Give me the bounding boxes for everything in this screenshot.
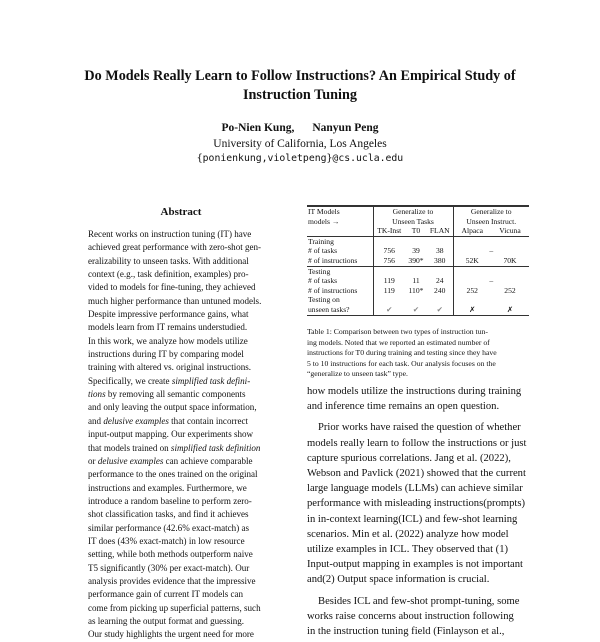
abstract-line: as learning the output format and guessing. [88,615,245,626]
abstract-line: Our study highlights the urgent need for more [88,629,254,640]
author-1: Po-Nien Kung, [221,122,295,134]
body-line: Besides ICL and few-shot prompt-tuning, some [318,595,520,607]
affiliation: University of California, Los Angeles [213,138,387,150]
abstract-line: or delusive examples can achieve comparable [88,455,253,466]
abstract-line: performance to the ones trained on the original [88,469,258,480]
abstract-line: Recent works on instruction tuning (IT) have [88,229,252,239]
body-line: in in-context learning(ICL) and few-shot learning [307,513,518,525]
col-t0: T0 [405,226,427,236]
body-line: capture spurious correlations. Jang et al. (2022), [307,452,511,464]
author-2: Nanyun Peng [312,122,379,134]
col-vicuna: Vicuna [491,226,529,236]
caption-line: instructions for T0 during training and testing since they have [307,348,497,357]
author-list [40,121,560,135]
body-line: large language models (LLMs) can achieve similar [307,483,523,495]
col-tkinst: TK-Inst [373,226,405,236]
author-email[interactable]: {ponienkung,violetpeng}@cs.ucla.edu [196,153,404,164]
abstract-line: context (e.g., task definition, examples) pro- [88,269,249,280]
abstract-line: shot classification tasks, and find it achieves [88,509,249,520]
models-label: IT Models [307,206,373,217]
paragraph-3 [307,594,532,640]
body-line: utilize examples in ICL. They observed that (1) [307,544,509,556]
body-line: works raise concerns about instruction following [307,610,514,622]
table-row: Testing on [307,295,529,305]
group2-header: Generalize to [453,206,529,217]
body-right-column [307,384,532,639]
caption-line: Table 1: Comparison between two types of instruction tun- [307,327,488,336]
table-caption [307,327,529,380]
body-line: models really learn to follow the instructions or just [307,437,527,449]
abstract-line: instructions during IT by comparing model [88,349,244,360]
abstract-line: setting, while both methods outperform naive [88,549,253,560]
abstract-line: vided to models for fine-tuning, they achieved [88,282,256,293]
abstract-line: Specifically, we create simplified task defini- [88,375,251,386]
abstract-line: introduce a random baseline to perform zero- [88,495,252,506]
group2-header-2: Unseen Instruct. [453,217,529,227]
abstract-line: models learn from IT remains understudied. [88,322,248,333]
body-line: how models utilize the instructions during training [307,386,522,397]
body-line: and inference time remains an open question. [307,401,500,413]
section-testing: Testing [308,266,331,276]
paragraph-1 [307,384,532,414]
table-row: # of instructions 119 110* 240 252 252 [308,285,516,295]
abstract-heading: Abstract [160,206,202,218]
section-training: Training [308,236,334,246]
caption-line: ing models. Noted that we reported an estimated number of [307,337,490,347]
abstract-line: T5 significantly (30% per exact-match). Our [88,562,250,573]
table-row: # of tasks 119 11 24 – [307,276,529,286]
abstract-line: and delusive examples that contain incorrect [88,415,249,426]
abstract-line: performance gain of current IT models can [88,589,244,600]
abstract-line: In this work, we analyze how models utilize [88,335,248,346]
body-line: Input-output mapping in examples is not important [307,559,523,571]
group1-header: Generalize to [373,206,453,217]
abstract-line: input-output mapping. Our experiments show [88,429,254,440]
paragraph-2 [307,420,532,587]
abstract-line: achieved great performance with zero-shot gen- [88,242,262,253]
body-line: and(2) Output space information is crucial. [307,574,490,586]
body-line: in the instruction tuning field (Finlayson et al., [307,626,505,638]
abstract-line: and only leaving the output space information, [88,402,257,413]
abstract-line: instructions and examples. Furthermore, we [88,482,247,493]
col-alpaca: Alpaca [453,226,491,236]
table-row: unseen tasks? ✔ ✔ ✔ ✗ ✗ [307,305,529,315]
abstract-line: IT does (43% exact-match) in low resource [88,535,245,546]
abstract-line: analysis provides evidence that the impressive [88,575,256,586]
models-label-2: models → [308,216,340,226]
col-flan: FLAN [427,226,453,236]
caption-line: 5 to 10 instructions for each task. Our analysis focuses on the [307,358,496,368]
abstract-line: training with altered vs. original instructions. [88,362,252,373]
abstract-line: come from picking up superficial patterns, such [88,602,261,613]
comparison-table [307,205,529,316]
group1-header-2: Unseen Tasks [373,217,453,227]
table-row: # of instructions 756 390* 380 52K 70K [307,256,529,266]
abstract-line: Despite impressive performance gains, what [88,309,249,320]
abstract-line: much higher performance than untuned models. [88,295,262,306]
title-line-1: Do Models Really Learn to Follow Instructions? An Empirical Study of [84,68,516,84]
body-line: performance with misleading instructions(prompts) [307,498,526,510]
abstract-line: tions by removing all semantic components [88,389,246,400]
abstract-body [88,228,274,642]
body-line: scenarios. Min et al. (2022) analyze how model [307,528,509,540]
abstract-line: that models trained on simplified task definition [88,442,261,453]
body-line: Prior works have raised the question of whether [318,422,521,434]
abstract-line: similar performance (42.6% exact-match) as [88,522,250,533]
abstract-line: eralizability to unseen tasks. With additional [88,255,249,266]
title-line-2: Instruction Tuning [243,87,357,103]
paper-title [40,67,560,105]
table-row: # of tasks 756 39 38 – [307,246,529,256]
caption-line: “generalize to unseen task” type. [307,369,408,378]
body-line: Webson and Pavlick (2021) showed that the current [307,468,526,480]
